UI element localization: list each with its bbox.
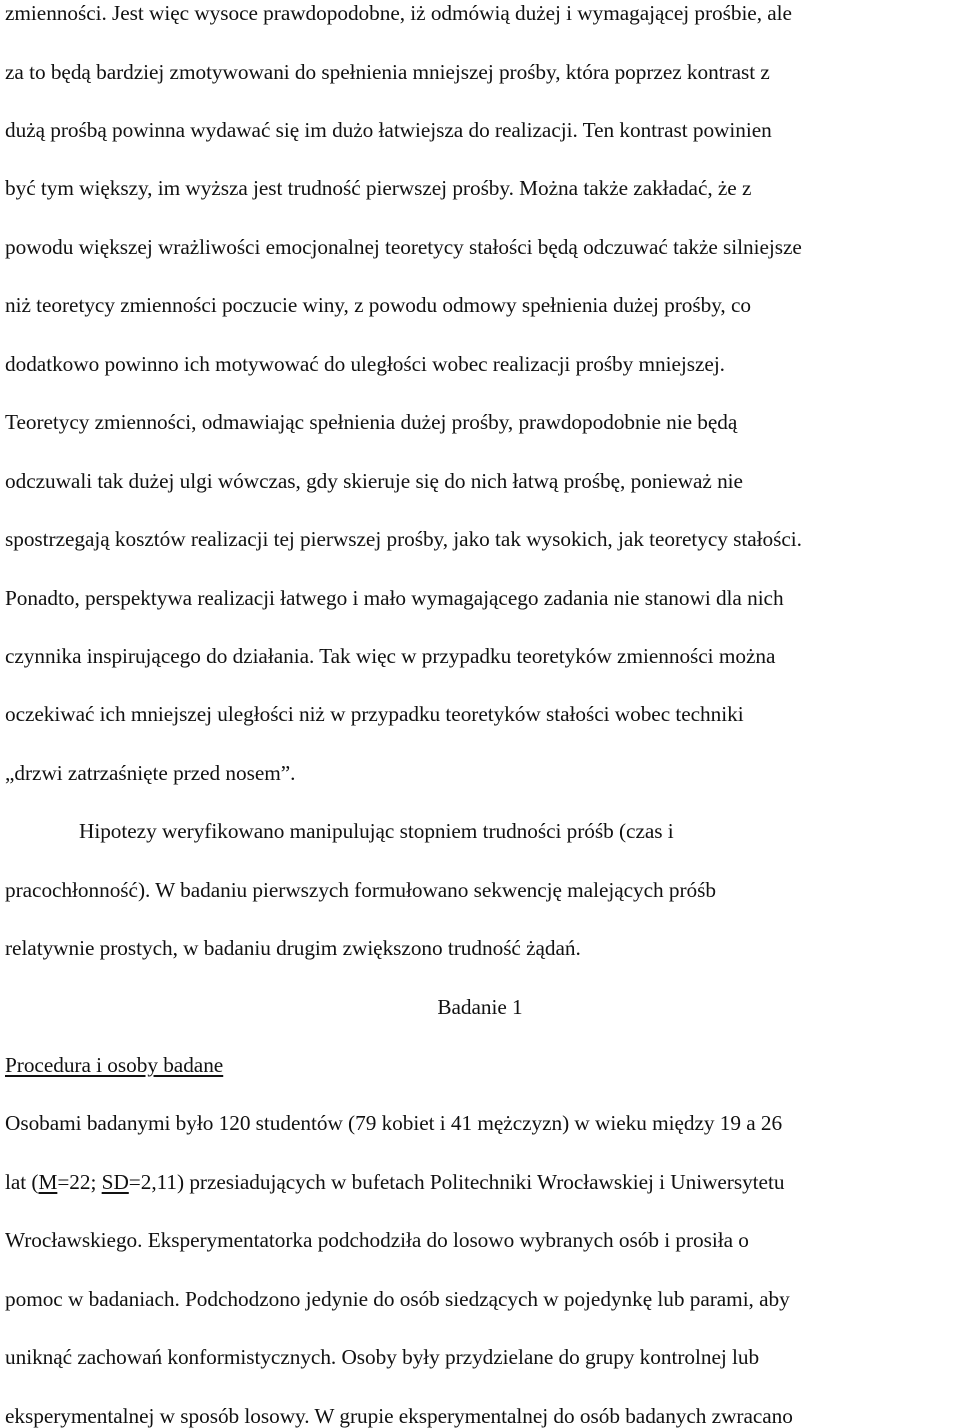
text-line: Osobami badanymi było 120 studentów (79 kobiet i 41 mężczyzn) w wieku między 19 a 26 — [5, 1111, 783, 1135]
text-line — [5, 1170, 784, 1194]
text-fragment: =2,11) przesiadujących w bufetach Politechniki Wrocławskiej i Uniwersytetu — [128, 1170, 785, 1194]
sd-symbol: SD — [101, 1170, 129, 1194]
text-line-indented: Hipotezy weryfikowano manipulując stopniem trudności próśb (czas i — [79, 819, 674, 843]
mean-symbol: M — [38, 1170, 58, 1194]
text-line: za to będą bardziej zmotywowani do spełnienia mniejszej prośby, która poprzez kontrast z — [5, 60, 770, 84]
text-line: czynnika inspirującego do działania. Tak więc w przypadku teoretyków zmienności można — [5, 644, 776, 668]
text-line: pomoc w badaniach. Podchodzono jedynie do osób siedzących w pojedynkę lub parami, aby — [5, 1287, 790, 1311]
text-fragment: =22; — [57, 1170, 102, 1194]
text-line: zmienności. Jest więc wysoce prawdopodobne, iż odmówią dużej i wymagającej prośbie, ale — [5, 1, 792, 25]
text-line: „drzwi zatrzaśnięte przed nosem”. — [5, 761, 296, 785]
text-fragment: lat ( — [5, 1170, 39, 1194]
section-heading: Badanie 1 — [437, 995, 523, 1019]
subsection-heading: Procedura i osoby badane — [5, 1053, 224, 1077]
text-line: eksperymentalnej w sposób losowy. W grupie eksperymentalnej do osób badanych zwracano — [5, 1404, 793, 1428]
text-line: pracochłonność). W badaniu pierwszych formułowano sekwencję malejących próśb — [5, 878, 716, 902]
text-line: Teoretycy zmienności, odmawiając spełnienia dużej prośby, prawdopodobnie nie będą — [5, 410, 738, 434]
text-line: Ponadto, perspektywa realizacji łatwego i mało wymagającego zadania nie stanowi dla nich — [5, 586, 784, 610]
text-line: uniknąć zachowań konformistycznych. Osoby były przydzielane do grupy kontrolnej lub — [5, 1345, 760, 1369]
text-line: oczekiwać ich mniejszej uległości niż w przypadku teoretyków stałości wobec techniki — [5, 702, 744, 726]
text-line: Wrocławskiego. Eksperymentatorka podchodziła do losowo wybranych osób i prosiła o — [5, 1228, 749, 1252]
text-line: relatywnie prostych, w badaniu drugim zwiększono trudność żądań. — [5, 936, 581, 960]
text-line: niż teoretycy zmienności poczucie winy, z powodu odmowy spełnienia dużej prośby, co — [5, 293, 751, 317]
text-line: spostrzegają kosztów realizacji tej pierwszej prośby, jako tak wysokich, jak teoretycy stałości. — [5, 527, 802, 551]
text-line: być tym większy, im wyższa jest trudność pierwszej prośby. Można także zakładać, że z — [5, 176, 752, 200]
text-line: powodu większej wrażliwości emocjonalnej teoretycy stałości będą odczuwać także silniejsze — [5, 235, 802, 259]
text-line: dodatkowo powinno ich motywować do uległości wobec realizacji prośby mniejszej. — [5, 352, 725, 376]
text-line: odczuwali tak dużej ulgi wówczas, gdy skieruje się do nich łatwą prośbę, ponieważ nie — [5, 469, 743, 493]
text-line: dużą prośbą powinna wydawać się im dużo łatwiejsza do realizacji. Ten kontrast powinien — [5, 118, 772, 142]
